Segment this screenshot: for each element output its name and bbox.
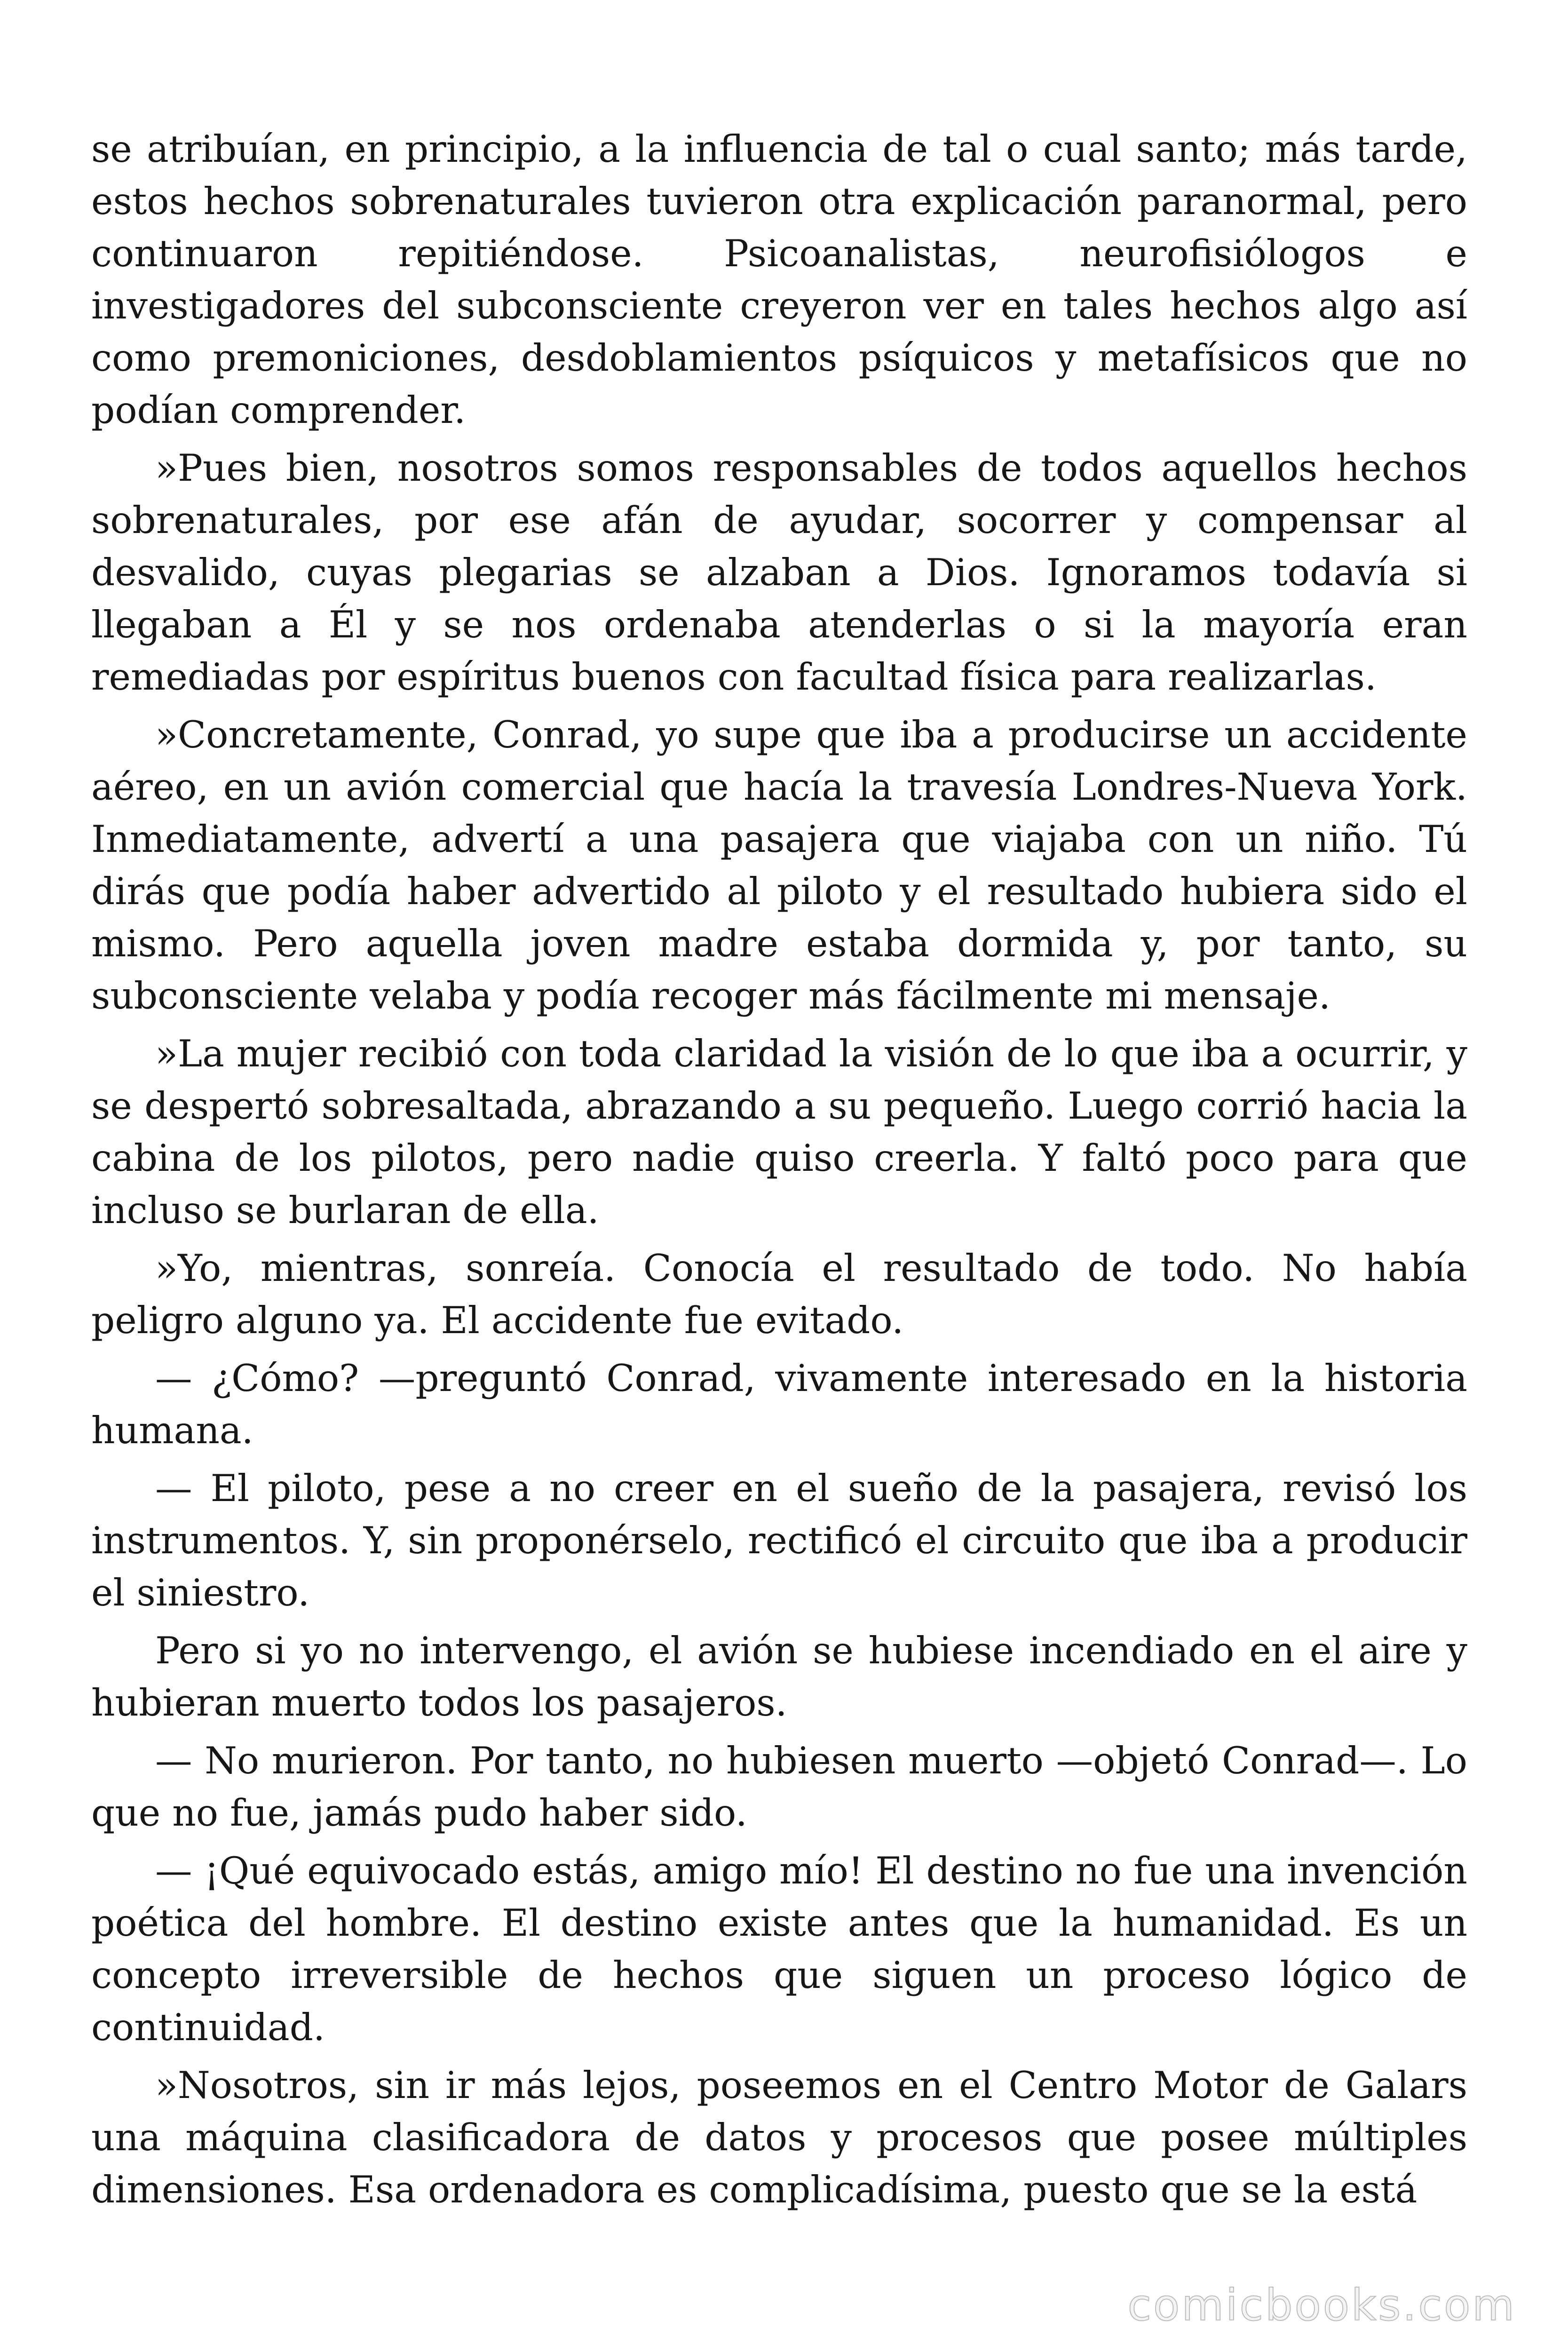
paragraph: »Concretamente, Conrad, yo supe que iba a producirse un accidente aéreo, en un avión comercial que hacía la travesía Londres-Nueva York. Inmediatamente, advertí a una pasajera que viajaba con un niño. Tú dirás que podía haber advertido al piloto y el resultado hubiera sido el mismo. Pero aquella joven madre estaba dormida y, por tanto, su subconsciente velaba y podía recoger más fácilmente mi mensaje. <box>91 713 1467 1017</box>
page-text-block <box>91 123 1467 2222</box>
paragraph: »Pues bien, nosotros somos responsables de todos aquellos hechos sobrenaturales, por ese afán de ayudar, socorrer y compensar al desvalido, cuyas plegarias se alzaban a Dios. Ignoramos todavía si llegaban a Él y se nos ordenaba atenderlas o si la mayoría eran remediadas por espíritus buenos con facultad física para realizarlas. <box>91 446 1467 699</box>
paragraph: — ¿Cómo? —preguntó Conrad, vivamente interesado en la historia humana. <box>91 1357 1467 1452</box>
paragraph: se atribuían, en principio, a la influencia de tal o cual santo; más tarde, estos hechos sobrenaturales tuvieron otra explicación paranormal, pero continuaron repitiéndose. Psicoanalistas, neurofisiólogos e investigadores del subconsciente creyeron ver en tales hechos algo así como premoniciones, desdoblamientos psíquicos y metafísicos que no podían comprender. <box>91 127 1467 432</box>
paragraph: »Yo, mientras, sonreía. Conocía el resultado de todo. No había peligro alguno ya. El accidente fue evitado. <box>91 1247 1467 1342</box>
paragraph: — No murieron. Por tanto, no hubiesen muerto —objetó Conrad—. Lo que no fue, jamás pudo haber sido. <box>91 1739 1467 1835</box>
paragraph: Pero si yo no intervengo, el avión se hubiese incendiado en el aire y hubieran muerto todos los pasajeros. <box>91 1629 1467 1724</box>
paragraph: — ¡Qué equivocado estás, amigo mío! El destino no fue una invención poética del hombre. El destino existe antes que la humanidad. Es un concepto irreversible de hechos que siguen un proceso lógico de continuidad. <box>91 1849 1467 2049</box>
watermark: comicbooks.com <box>1127 2280 1516 2330</box>
paragraph: — El piloto, pese a no creer en el sueño de la pasajera, revisó los instrumentos. Y, sin proponérselo, rectificó el circuito que iba a producir el siniestro. <box>91 1467 1467 1614</box>
paragraph: »La mujer recibió con toda claridad la visión de lo que iba a ocurrir, y se despertó sobresaltada, abrazando a su pequeño. Luego corrió hacia la cabina de los pilotos, pero nadie quiso creerla. Y faltó poco para que incluso se burlaran de ella. <box>91 1032 1467 1232</box>
paragraph: »Nosotros, sin ir más lejos, poseemos en el Centro Motor de Galars una máquina clasificadora de datos y procesos que posee múltiples dimensiones. Esa ordenadora es complicadísima, puesto que se la está <box>91 2064 1467 2211</box>
